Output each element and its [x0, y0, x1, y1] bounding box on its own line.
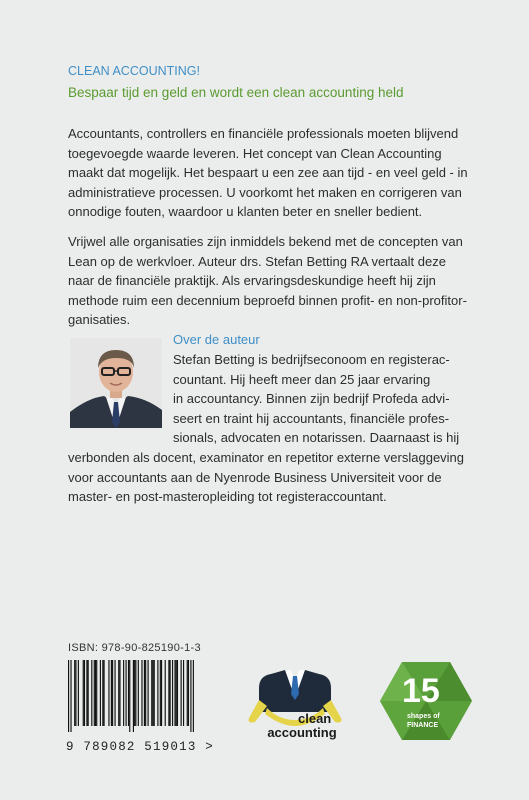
barcode-bar [96, 660, 97, 726]
text-line: onnodige fouten, waardoor u klanten beter en sneller bedient. [68, 204, 423, 220]
text-line: master- en post-masteropleiding tot registeraccountant. [68, 489, 387, 505]
barcode-bar [74, 660, 75, 726]
barcode-bar [161, 660, 162, 726]
barcode-bar [181, 660, 182, 726]
barcode-bar [123, 660, 124, 726]
barcode-bar [114, 660, 115, 726]
text-line: in accountancy. Binnen zijn bedrijf Profeda advi- [173, 391, 450, 407]
barcode-bar [172, 660, 173, 726]
barcode-bar [84, 660, 85, 726]
barcode-bar [133, 660, 134, 732]
text-line: voor accountants aan de Nyenrode Business Universiteit voor de [68, 469, 442, 485]
text-line: seert en traint hij accountants, financiële profes- [173, 410, 450, 426]
text-line: maakt dat mogelijk. Het bespaart u een zee aan tijd - en veel geld - in [68, 165, 468, 181]
barcode-bar [128, 660, 129, 726]
barcode-bar [170, 660, 171, 726]
barcode-bar [108, 660, 109, 726]
barcode-bar [111, 660, 112, 726]
barcode-bar [138, 660, 139, 726]
barcode-bar [168, 660, 169, 726]
barcode-bar [148, 660, 149, 726]
about-author-heading: Over de auteur [173, 332, 260, 347]
text-line: toegevoegde waarde leveren. Het concept van Clean Accounting [68, 145, 442, 161]
logo-15-text: shapes of FINANCE [407, 713, 440, 729]
barcode-bar [75, 660, 76, 726]
barcode-bar [129, 660, 130, 732]
barcode-bar [145, 660, 146, 726]
barcode-bar [144, 660, 145, 726]
text-line: Accountants, controllers en financiële professionals moeten blijvend [68, 126, 459, 141]
barcode-bar [188, 660, 189, 726]
barcode-bar [134, 660, 135, 726]
barcode-bar [118, 660, 119, 726]
intro-paragraph [68, 124, 488, 222]
cover-title: CLEAN ACCOUNTING! [68, 64, 200, 78]
barcode-number: 9 789082 519013 > [66, 740, 214, 754]
text-line: administratieve processen. U voorkomt het maken en corrigeren van [68, 184, 462, 200]
barcode-bar [70, 660, 71, 732]
text-line: countant. Hij heeft meer dan 25 jaar ervaring [173, 371, 431, 387]
barcode-bar [102, 660, 103, 726]
barcode-bar [91, 660, 92, 726]
barcode-bar [193, 660, 194, 732]
barcode-bar [151, 660, 152, 726]
text-line: Vrijwel alle organisaties zijn inmiddels bekend met de concepten van [68, 234, 463, 249]
barcode-bar [112, 660, 113, 726]
logo-15-number: 15 [402, 672, 440, 710]
barcode-bar [154, 660, 155, 726]
barcode-bar [152, 660, 153, 726]
text-line: Stefan Betting is bedrijfseconoom en registerac- [173, 352, 450, 367]
barcode-bar [187, 660, 188, 726]
about-author-text [68, 350, 478, 507]
cover-subtitle: Bespaar tijd en geld en wordt een clean accounting held [68, 85, 404, 100]
text-line: Lean op de werkvloer. Auteur drs. Stefan Betting RA vertaalt deze [68, 253, 446, 269]
barcode-bar [135, 660, 136, 726]
barcode-bar [126, 660, 127, 726]
barcode-bar [103, 660, 104, 726]
text-line: ganisaties. [68, 312, 131, 328]
barcode-bar [157, 660, 158, 726]
text-line: naar de financiële praktijk. Als ervaringsdeskundige heeft hij zijn [68, 273, 436, 289]
barcode-bar [160, 660, 161, 726]
lean-paragraph [68, 232, 488, 330]
text-line: verbonden als docent, examinator en repetitor externe verslaggeving [68, 449, 465, 465]
barcode-bar [86, 660, 87, 726]
text-line: methode ruim een decennium beproefd binnen profit- en non-profitor- [68, 292, 467, 308]
barcode-bar [68, 660, 69, 732]
barcode-bar [88, 660, 89, 726]
barcode-bar [176, 660, 177, 726]
barcode-bar [95, 660, 96, 726]
barcode-bar [83, 660, 84, 726]
isbn-label: ISBN: 978-90-825190-1-3 [68, 642, 201, 654]
barcode [68, 660, 194, 732]
barcode-bar [141, 660, 142, 726]
barcode-bar [190, 660, 191, 732]
barcode-bar [174, 660, 175, 726]
barcode-bar [119, 660, 120, 726]
barcode-bar [177, 660, 178, 726]
barcode-bar [100, 660, 101, 726]
clean-accounting-logo-text: clean accounting [267, 711, 337, 740]
barcode-bar [78, 660, 79, 726]
barcode-bar [165, 660, 166, 726]
text-line: sionals, advocaten en notarissen. Daarnaast is hij [173, 430, 460, 446]
barcode-bar [183, 660, 184, 726]
barcode-bar [94, 660, 95, 726]
